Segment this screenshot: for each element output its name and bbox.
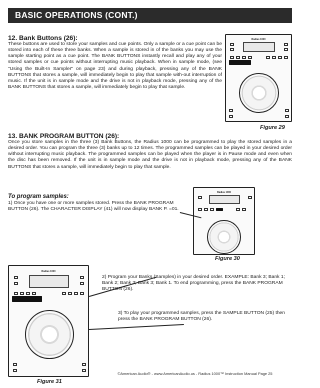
device-button xyxy=(284,43,288,46)
device-button xyxy=(210,208,214,211)
device-button xyxy=(198,196,202,199)
device-button xyxy=(236,208,240,211)
jog-wheel xyxy=(239,73,279,113)
device-button xyxy=(80,282,84,285)
device-button xyxy=(284,56,288,59)
device-button xyxy=(82,363,86,366)
device-button xyxy=(20,292,24,295)
program-step-3: 3) To play your programmed samples, press the SAMPLE BUTTON (25) then press the BANK PROGRAM BUTTON (26). xyxy=(118,311,285,323)
lcd-display xyxy=(29,275,69,288)
device-button xyxy=(26,292,30,295)
figure-29-caption: Figure 29 xyxy=(260,125,285,131)
device-button xyxy=(229,109,233,112)
bank-program-button-callout xyxy=(216,208,223,211)
device-button xyxy=(230,56,234,59)
device-button xyxy=(285,115,289,118)
device-button xyxy=(80,276,84,279)
device-button xyxy=(14,282,18,285)
device-brand-label: Radius 1000 xyxy=(217,191,231,194)
device-button xyxy=(62,292,66,295)
device-brand-label: Radius 1000 xyxy=(41,270,56,273)
device-button xyxy=(266,56,270,59)
device-button xyxy=(14,276,18,279)
section-12-body: These buttons are used to store your samples and cue points. Only a sample or a cue point can be stored into each of these three banks. When a sample is stored in of the banks you may use the sample starting point as a cue point. The BANK BUTTONS instantly recall and play any of your stored samples or cue points without interrupting music playback. When in sample mode, (see "Using the Built-In Sampler" on page 23) and during playback, pressing any of the BANK BUTTONS that stores a sample, will immediately begin to play that sample with-out interruption of music. If the unit is in sample mode and the drive is not in playback mode, pressing any of the BANK BUTTONS that stores a sample, will immediately begin to play that sample. xyxy=(8,42,222,91)
device-button xyxy=(285,109,289,112)
device-button xyxy=(14,292,18,295)
program-step-1: 1) Once you have one or more samples stored. Press the BANK PROGRAM BUTTON (26). The CHARACTER DISPLAY (41) will now display BANK P. =01. xyxy=(8,201,179,213)
jog-wheel xyxy=(207,220,241,254)
device-illustration-fig30 xyxy=(193,187,255,255)
section-13-body: Once you store samples in the three (3) Bank Buttons, the Radius 1000 can be programmed to play the stored samples in a desired order. You can program the three (3) banks up to 12 times. The programmed samples can be played in your desired order without interrupting music playback. The programmed samples can be played when the player is in Pause mode and even when the disc has been removed. If the unit is in sample mode and the drive is not in playback mode, pressing any of the BANK BUTTONS that stores a sample, will immediately begin to play that sample. xyxy=(8,140,292,170)
device-button xyxy=(242,56,246,59)
device-button xyxy=(198,208,202,211)
program-heading: To program samples: xyxy=(8,194,69,200)
program-step-2: 2) Program your Banks (Samples) in your desired order. EXAMPLE: Bank 3; Bank 1; Bank 2; Bank 3; Bank 3; Bank 1. To end programming, press the BANK PROGRAM BUTTON (26). xyxy=(102,275,285,293)
device-button xyxy=(68,292,72,295)
lcd-display xyxy=(243,42,275,52)
device-button xyxy=(230,48,234,51)
device-button xyxy=(82,369,86,372)
device-button xyxy=(74,292,78,295)
bank-buttons-callout xyxy=(12,296,42,302)
figure-31-caption: Figure 31 xyxy=(37,379,62,385)
callout-pointer-line xyxy=(89,324,184,330)
device-button xyxy=(236,56,240,59)
device-illustration-fig29 xyxy=(225,34,292,122)
device-illustration-fig31 xyxy=(8,265,89,377)
device-button xyxy=(80,292,84,295)
page-footer: ©American Audio® - www.AmericanAudio.us - Radius 1000™ Instruction Manual Page 25 xyxy=(117,371,273,376)
device-brand-label: Radius 1000 xyxy=(251,38,266,41)
device-button xyxy=(272,56,276,59)
device-button xyxy=(32,292,36,295)
device-button xyxy=(284,48,288,51)
device-button xyxy=(248,196,252,199)
device-button xyxy=(204,208,208,211)
device-button xyxy=(248,56,252,59)
bank-buttons-callout xyxy=(229,60,251,65)
section-header: BASIC OPERATIONS (CONT.) xyxy=(8,8,292,23)
figure-30-caption: Figure 30 xyxy=(215,256,240,262)
device-button xyxy=(13,369,17,372)
jog-wheel xyxy=(25,310,74,359)
device-button xyxy=(242,208,246,211)
section-12-title: 12. Bank Buttons (26): xyxy=(8,35,78,42)
device-button xyxy=(278,56,282,59)
device-button xyxy=(230,43,234,46)
lcd-display xyxy=(209,195,240,204)
section-13-title: 13. BANK PROGRAM BUTTON (26): xyxy=(8,133,120,140)
device-button xyxy=(13,363,17,366)
device-button xyxy=(229,115,233,118)
